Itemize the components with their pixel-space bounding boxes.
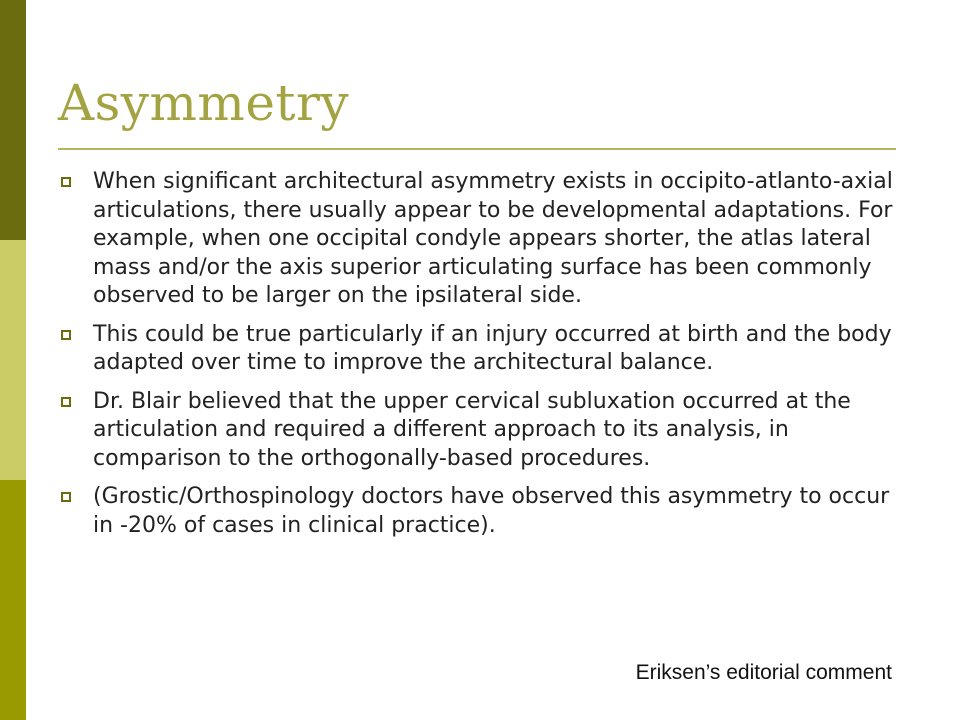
bullet-list (58, 168, 908, 550)
bullet-text: Dr. Blair believed that the upper cervical subluxation occurred at the articulation and required a different approach to its analysis, in comparison to the orthogonally-based procedures. (93, 388, 851, 471)
sidebar-decoration (0, 0, 26, 720)
bullet-text: When significant architectural asymmetry exists in occipito-atlanto-axial articulations, there usually appear to be developmental adaptations. For example, when one occipital condyle appears shorter, the atlas lateral mass and/or the axis superior articulating surface has been commonly observed to be larger on the ipsilateral side. (93, 169, 893, 308)
square-bullet-icon (61, 177, 71, 187)
sidebar-band-bottom (0, 480, 26, 720)
square-bullet-icon (61, 492, 71, 502)
title-divider (58, 148, 896, 150)
square-bullet-icon (61, 330, 71, 340)
sidebar-band-top (0, 0, 26, 240)
bullet-item (58, 168, 908, 311)
square-bullet-icon (61, 397, 71, 407)
bullet-text: This could be true particularly if an injury occurred at birth and the body adapted over time to improve the architectural balance. (93, 321, 892, 375)
bullet-item (58, 483, 908, 540)
bullet-text: (Grostic/Orthospinology doctors have observed this asymmetry to occur in -20% of cases in clinical practice). (93, 484, 890, 538)
slide-title: Asymmetry (58, 74, 350, 132)
sidebar-band-middle (0, 240, 26, 480)
editorial-footnote: Eriksen’s editorial comment (635, 661, 892, 684)
bullet-item (58, 321, 908, 378)
bullet-item (58, 388, 908, 474)
